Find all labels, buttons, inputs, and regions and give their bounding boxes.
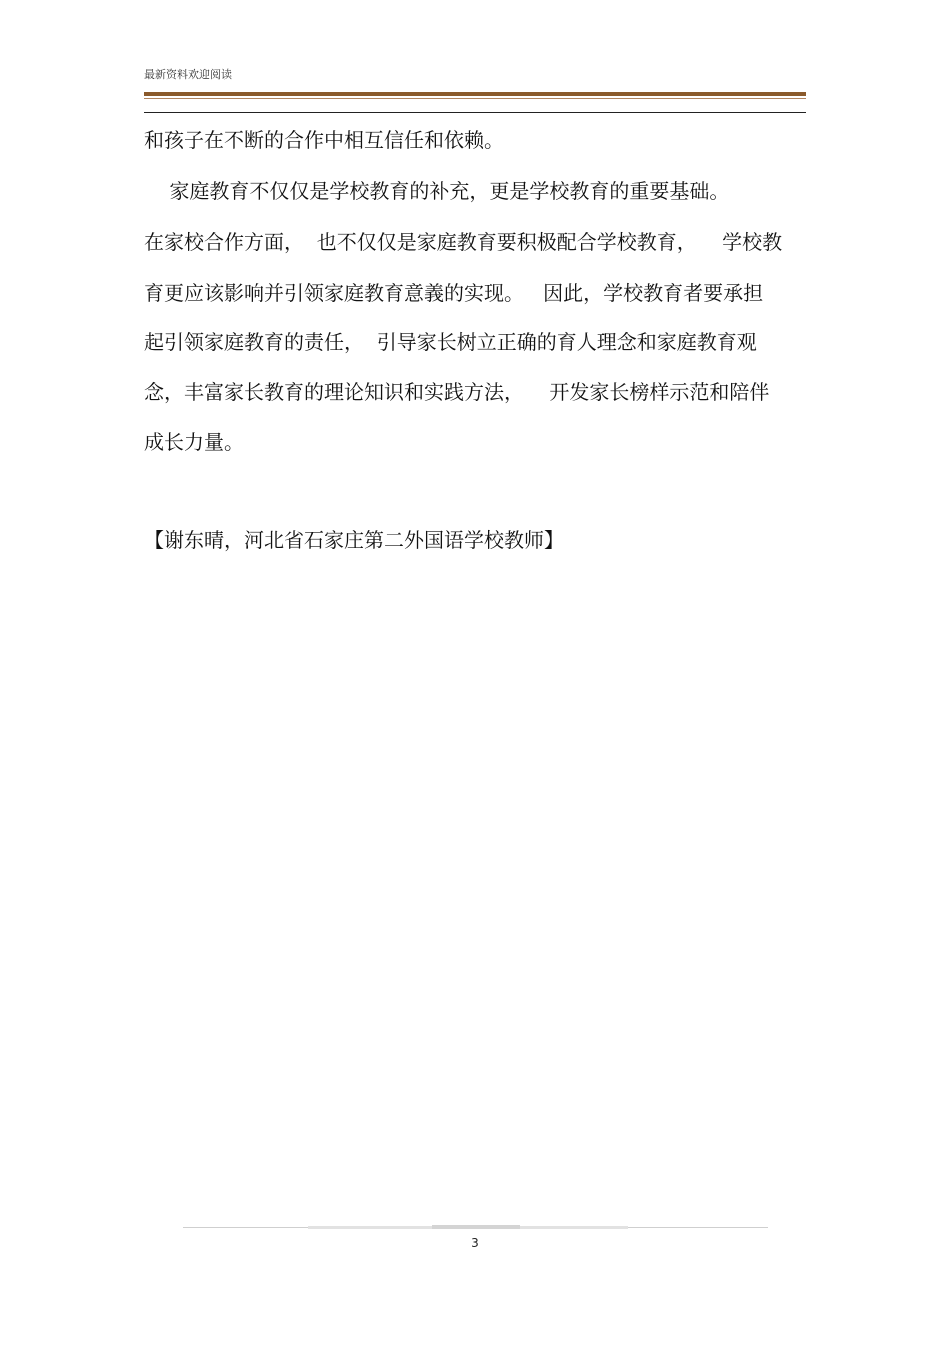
header-rule-thin (144, 98, 806, 99)
body-line: 家庭教育不仅仅是学校教育的补充，更是学校教育的重要基础。 (144, 179, 730, 203)
header-rule-thick (144, 92, 806, 96)
body-line: 在家校合作方面， 也不仅仅是家庭教育要积极配合学校教育， 学校教 (144, 230, 783, 254)
author-signature: 【谢东晴，河北省石家庄第二外国语学校教师】 (144, 528, 564, 552)
header-rule-base (144, 112, 806, 113)
body-line: 育更应该影响并引领家庭教育意義的实现。 因此，学校教育者要承担 (144, 281, 764, 305)
body-line: 和孩子在不断的合作中相互信任和依赖。 (144, 128, 504, 152)
header-text: 最新资料欢迎阅读 (144, 68, 232, 81)
body-line: 念，丰富家长教育的理论知识和实践方法， 开发家长榜样示范和陪伴 (144, 380, 770, 404)
footer-rule-center (432, 1225, 520, 1229)
body-line: 起引领家庭教育的责任， 引导家长树立正确的育人理念和家庭教育观 (144, 330, 757, 354)
page-number: 3 (471, 1236, 479, 1250)
body-line: 成长力量。 (144, 430, 244, 454)
